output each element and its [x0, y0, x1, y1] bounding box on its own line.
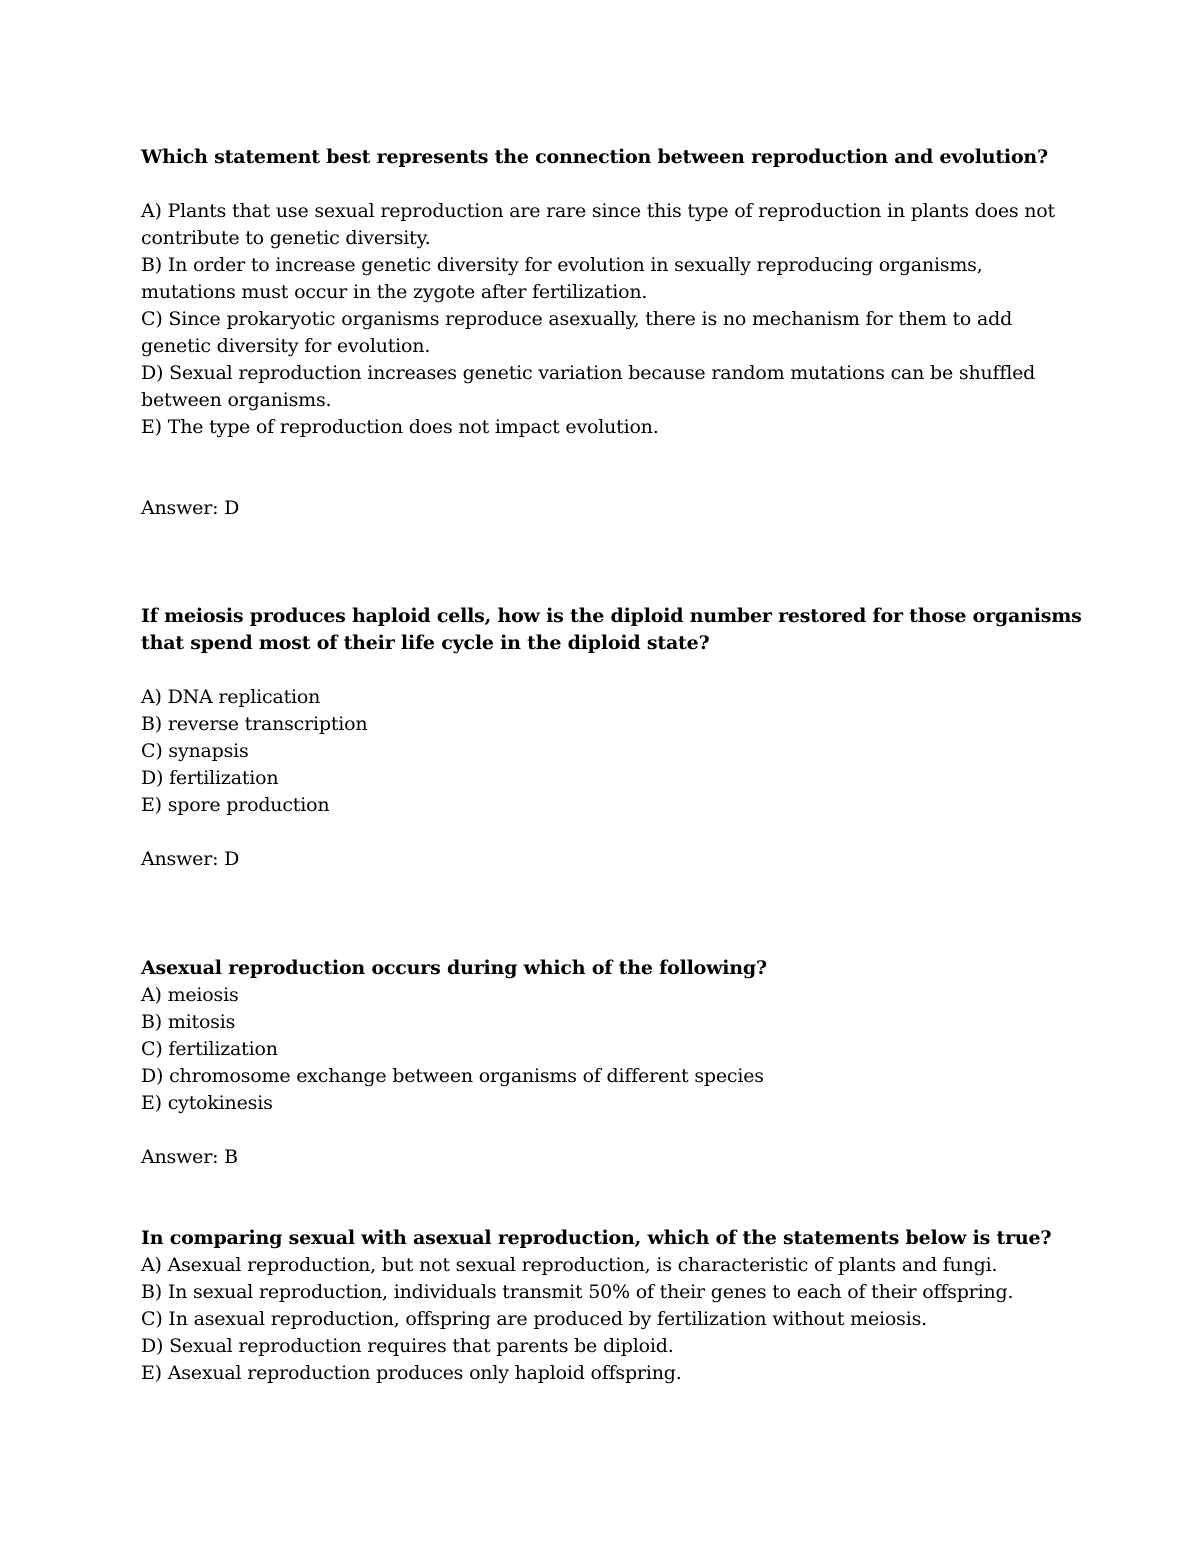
option-line: D) chromosome exchange between organisms of different species: [141, 1065, 764, 1087]
option-line: C) In asexual reproduction, offspring are produced by fertilization without meiosis.: [141, 1308, 927, 1330]
option-line: D) Sexual reproduction increases genetic variation because random mutations can be shuffled: [141, 362, 1036, 384]
option-line: E) The type of reproduction does not impact evolution.: [141, 416, 659, 438]
question-text: that spend most of their life cycle in the diploid state?: [141, 632, 710, 654]
answer-text: Answer: D: [141, 497, 240, 519]
option-line: B) mitosis: [141, 1011, 236, 1033]
question-text: In comparing sexual with asexual reproduction, which of the statements below is true?: [141, 1227, 1052, 1249]
option-line: B) In sexual reproduction, individuals transmit 50% of their genes to each of their offspring.: [141, 1281, 1014, 1303]
question-block-2: [141, 603, 1082, 873]
question-block-4: [141, 1225, 1071, 1387]
option-line: D) fertilization: [141, 767, 279, 789]
option-line: between organisms.: [141, 389, 332, 411]
option-line: C) synapsis: [141, 740, 249, 762]
option-line: mutations must occur in the zygote after fertilization.: [141, 281, 648, 303]
option-line: A) Plants that use sexual reproduction are rare since this type of reproduction in plants does not: [141, 200, 1055, 222]
answer-text: Answer: B: [141, 1146, 238, 1168]
question-text: If meiosis produces haploid cells, how is the diploid number restored for those organisms: [141, 605, 1082, 627]
option-line: contribute to genetic diversity.: [141, 227, 431, 249]
answer-text: Answer: D: [141, 848, 240, 870]
question-block-1: [141, 144, 1071, 441]
question-text: Which statement best represents the connection between reproduction and evolution?: [141, 146, 1048, 168]
document-page: [141, 0, 1082, 1553]
option-line: E) spore production: [141, 794, 330, 816]
option-line: B) reverse transcription: [141, 713, 368, 735]
option-line: C) fertilization: [141, 1038, 278, 1060]
option-line: D) Sexual reproduction requires that parents be diploid.: [141, 1335, 674, 1357]
question-text: Asexual reproduction occurs during which of the following?: [141, 957, 767, 979]
option-line: C) Since prokaryotic organisms reproduce asexually, there is no mechanism for them to add: [141, 308, 1013, 330]
option-line: A) DNA replication: [141, 686, 321, 708]
option-line: A) meiosis: [141, 984, 239, 1006]
question-block-3: [141, 955, 1071, 1171]
answer-block-1: [141, 495, 1071, 522]
option-line: B) In order to increase genetic diversity for evolution in sexually reproducing organisms,: [141, 254, 983, 276]
option-line: E) cytokinesis: [141, 1092, 273, 1114]
option-line: A) Asexual reproduction, but not sexual reproduction, is characteristic of plants and fungi.: [141, 1254, 998, 1276]
option-line: genetic diversity for evolution.: [141, 335, 431, 357]
option-line: E) Asexual reproduction produces only haploid offspring.: [141, 1362, 682, 1384]
